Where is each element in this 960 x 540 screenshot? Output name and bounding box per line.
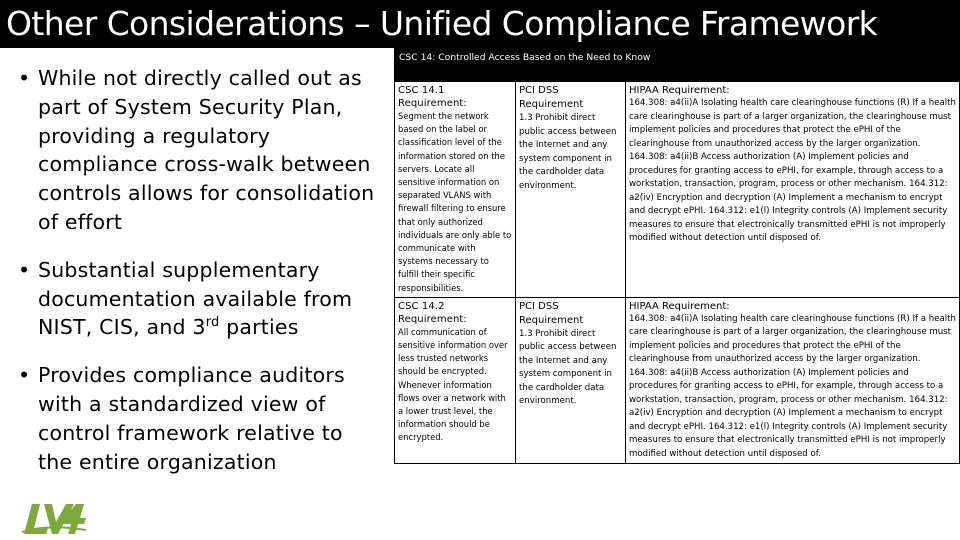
pci-requirement-cell	[516, 82, 626, 298]
bullet-superscript: rd	[205, 315, 220, 331]
bullet-text: Substantial supplementary documentation available from NIST, CIS, and 3	[38, 257, 353, 340]
bullet-text: Provides compliance auditors with a standardized view of control framework relative to the entire organization	[38, 363, 345, 474]
hipaa-requirement-text: 164.308: a4(ii)A Isolating health care clearinghouse functions (R) If a health care clearinghouse is part of a larger organization, the clearinghouse must implement policies and procedures that protect the ePHI of the clearinghouse from unauthorized access by the larger organization. 164.308: a4(ii)B Access authorization (A) Implement policies and procedures for granting access to ePHI, for example, through access to a workstation, transaction, program, process or other mechanism. 164.312: a2(iv) Encryption and decryption (A) Implement a mechanism to encrypt and decrypt ePHI. 164.312: e1(l) Integrity controls (A) Implement security measures to ensure that electronically transmitted ePHI is not improperly modified without detection until disposed of.	[629, 98, 956, 243]
hipaa-requirement-cell	[626, 82, 960, 298]
bullet-text-tail: parties	[219, 315, 299, 340]
bullet-text: While not directly called out as part of System Security Plan, providing a regulatory compliance cross-walk between controls allows for consolidation of effort	[38, 66, 375, 234]
bullet-dot-icon: •	[18, 257, 31, 282]
pci-requirement-text: 1.3 Prohibit direct public access between the Internet and any system component in the cardholder data environment.	[519, 113, 617, 191]
table-row	[395, 82, 960, 298]
compliance-table-wrapper	[394, 48, 960, 490]
csc-requirement-text: Segment the network based on the label or classification level of the information stored on the servers. Locate all sensitive information on separated VLANS with firewall filtering to ensure that only authorized individuals are only able to communicate with systems necessary to fulfill their specific responsibilities.	[398, 111, 512, 293]
slide-title: Other Considerations – Unified Compliance Framework	[6, 4, 878, 43]
pci-requirement-cell	[516, 297, 626, 464]
bullet-item	[18, 64, 380, 237]
bullet-list	[18, 64, 380, 495]
pci-requirement-title: PCI DSS Requirement	[519, 300, 584, 326]
hipaa-requirement-text: 164.308: a4(ii)A Isolating health care clearinghouse functions (R) If a health care clearinghouse is part of a larger organization, the clearinghouse must implement policies and procedures that protect the ePHI of the clearinghouse from unauthorized access by the larger organization. 164.308: a4(ii)B Access authorization (A) Implement policies and procedures for granting access to ePHI, for example, through access to a workstation, transaction, program, process or other mechanism. 164.312: a2(iv) Encryption and decryption (A) Implement a mechanism to encrypt and decrypt ePHI. 164.312: e1(l) Integrity controls (A) Implement security measures to ensure that electronically transmitted ePHI is not improperly modified without detection until disposed of.	[629, 313, 956, 459]
pci-requirement-text: 1.3 Prohibit direct public access between the Internet and any system component in the cardholder data environment.	[519, 328, 617, 407]
bullet-item	[18, 256, 380, 342]
bullet-item	[18, 361, 380, 476]
hipaa-requirement-title: HIPAA Requirement:	[629, 85, 730, 96]
table-row	[395, 297, 960, 464]
csc-requirement-text: All communication of sensitive information over less trusted networks should be encrypted. Whenever information flows over a network with a lower trust level, the information should be encrypted.	[398, 326, 508, 443]
lv4-logo	[18, 502, 88, 536]
table-header: CSC 14: Controlled Access Based on the Need to Know	[395, 49, 960, 82]
hipaa-requirement-cell	[626, 297, 960, 464]
table-header-row	[395, 49, 960, 82]
bullet-dot-icon: •	[18, 66, 31, 90]
csc-requirement-title: CSC 14.2 Requirement:	[398, 300, 467, 325]
hipaa-requirement-title: HIPAA Requirement:	[629, 300, 730, 312]
compliance-crosswalk-table	[394, 48, 960, 464]
csc-requirement-cell	[395, 82, 516, 298]
title-bar	[0, 0, 960, 48]
csc-requirement-title: CSC 14.1 Requirement:	[398, 85, 467, 109]
pci-requirement-title: PCI DSS Requirement	[519, 85, 584, 110]
bullet-dot-icon: •	[18, 363, 31, 388]
csc-requirement-cell	[395, 297, 516, 464]
